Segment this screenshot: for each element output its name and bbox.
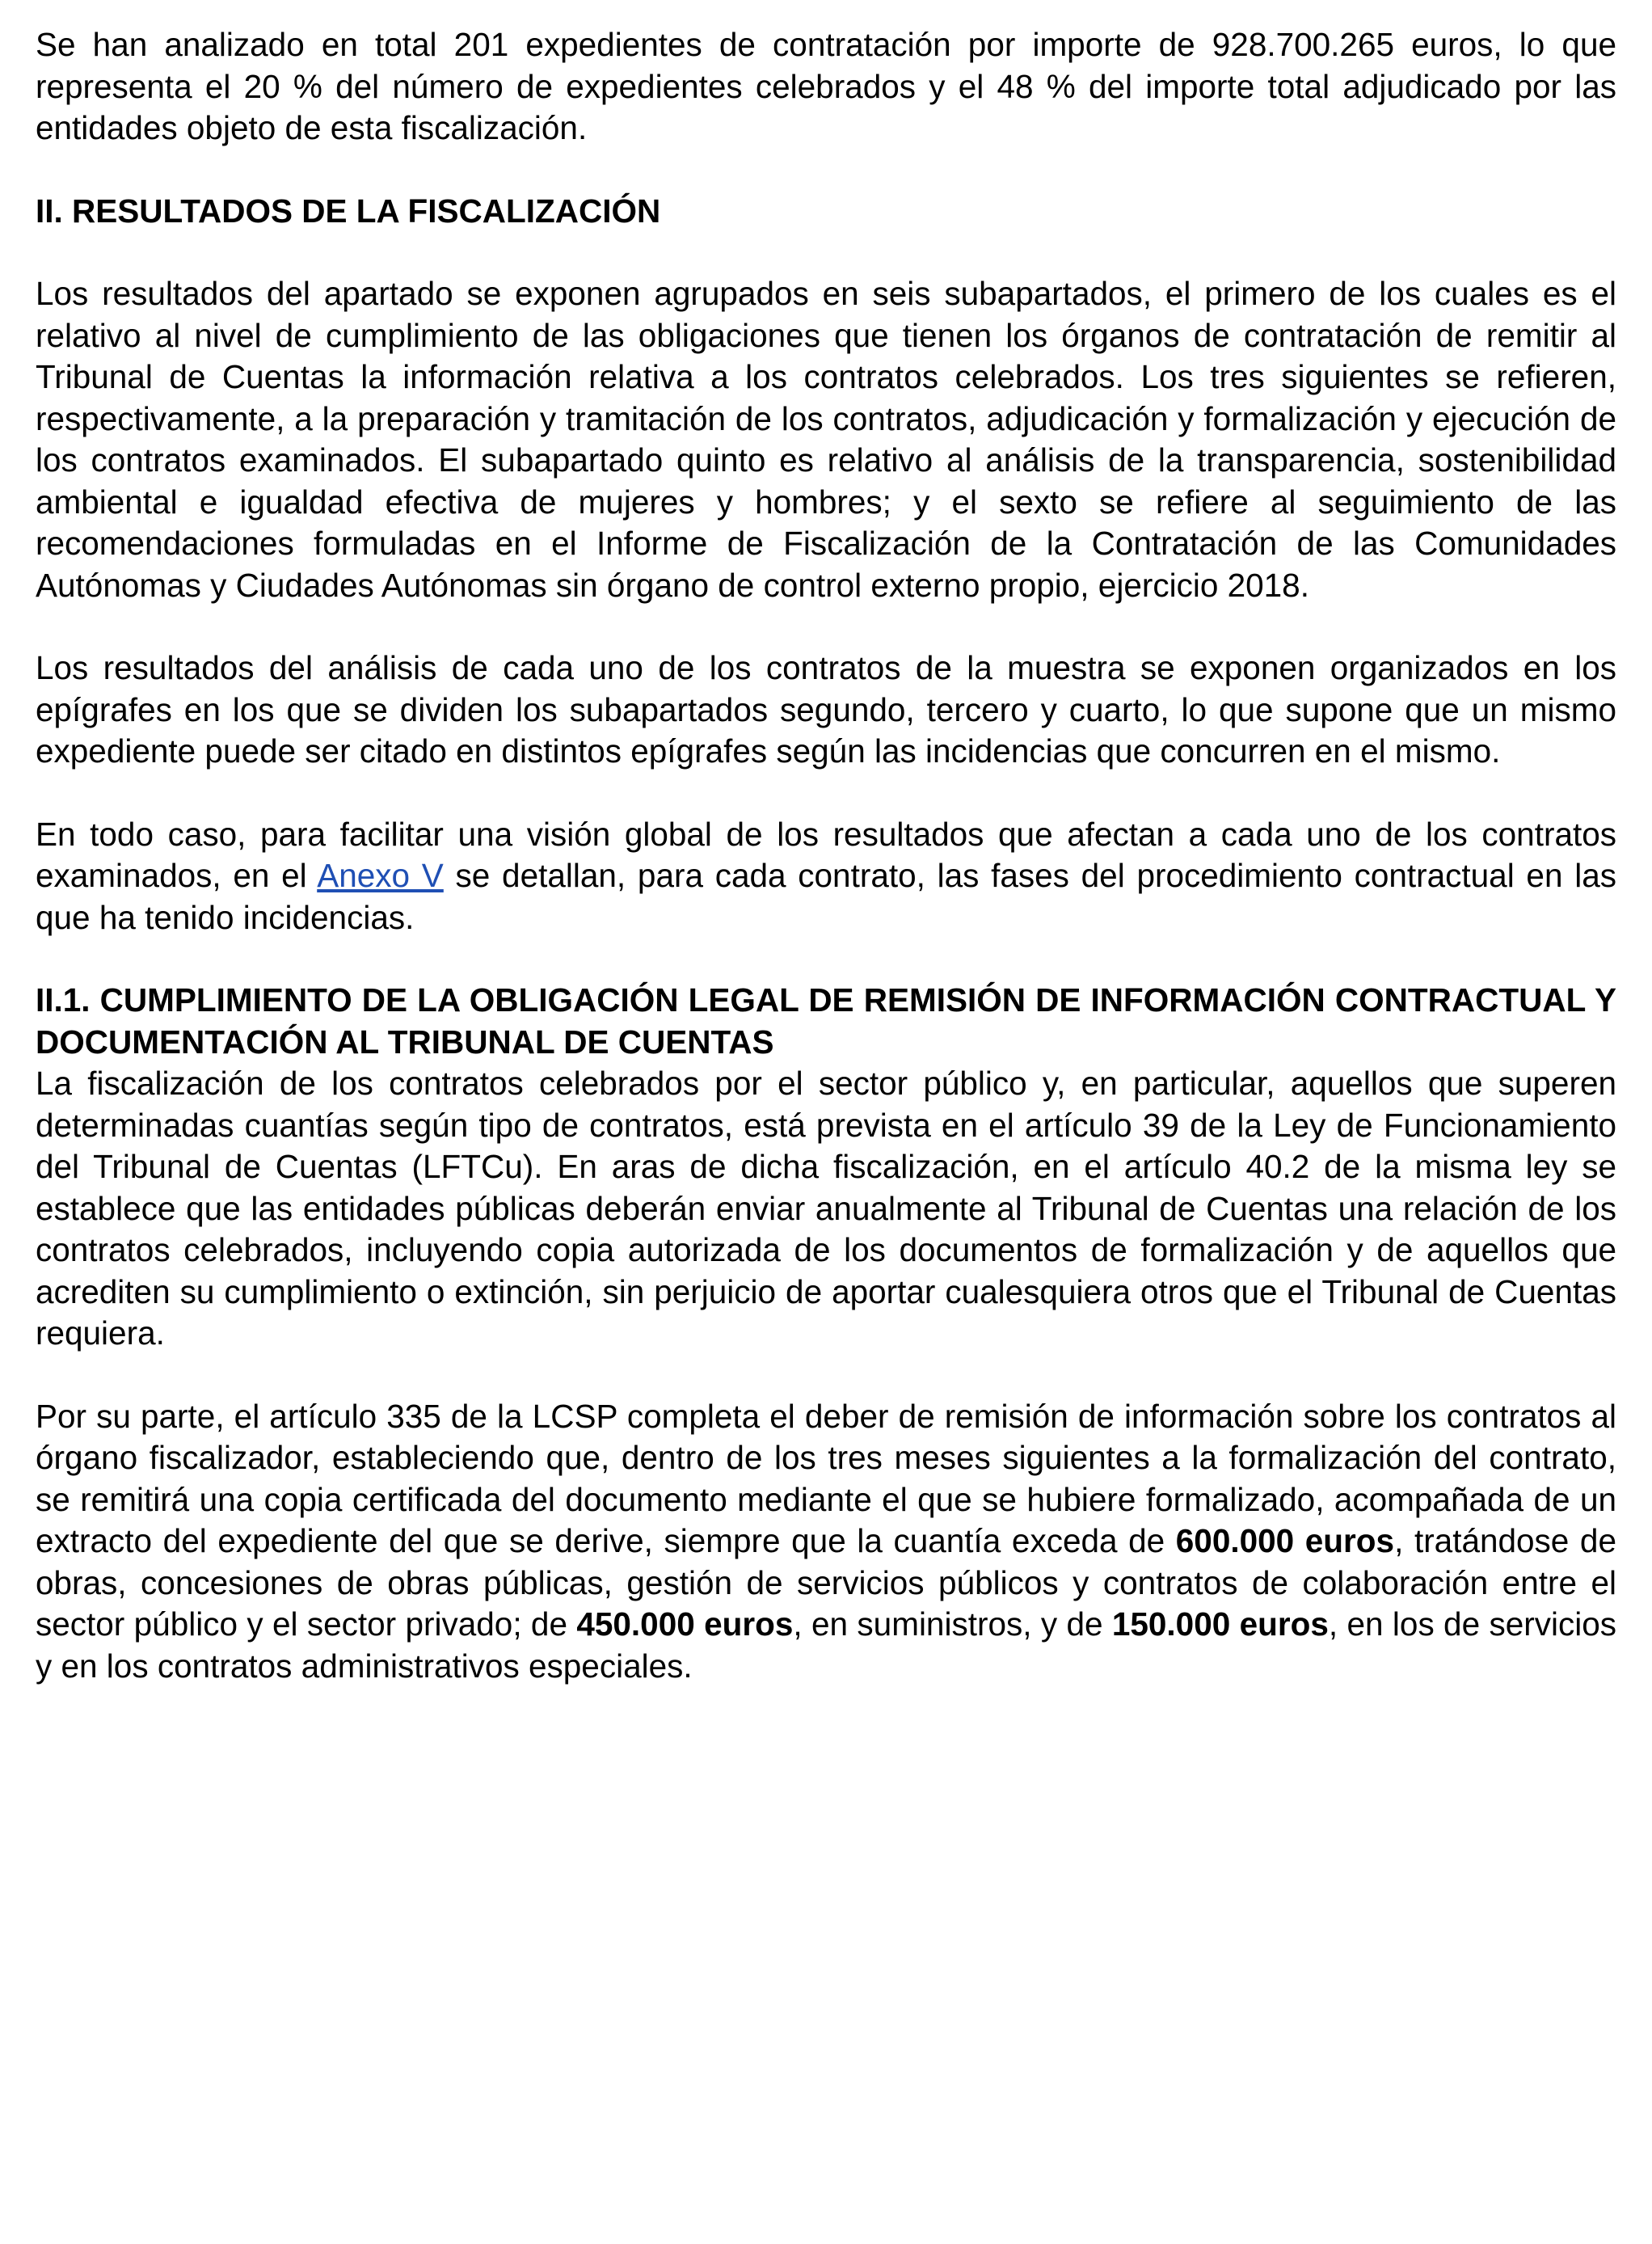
paragraph-anexo-text-2: se detallan, para cada contrato, las fases del procedimiento contractual en las que ha tenido incidencias.	[36, 857, 1616, 936]
paragraph-anexo	[36, 814, 1616, 939]
section-heading-cumplimiento: II.1. CUMPLIMIENTO DE LA OBLIGACIÓN LEGAL DE REMISIÓN DE INFORMACIÓN CONTRACTUAL Y DOCUMENTACIÓN AL TRIBUNAL DE CUENTAS	[36, 981, 1616, 1061]
lcsp-text-4: , en los de servicios y en los contratos administrativos especiales.	[36, 1605, 1617, 1685]
paragraph-anexo-text-1: En todo caso, para facilitar una visión global de los resultados que afectan a cada uno de los contratos examinados, en el	[36, 815, 1616, 894]
paragraph-lcsp	[36, 1396, 1616, 1688]
amount-obras: 600.000 euros	[1175, 1522, 1395, 1559]
lcsp-text-1: Por su parte, el artículo 335 de la LCSP completa el deber de remisión de información sobre los contratos al órgano fiscalizador, estableciendo que, dentro de los tres meses siguientes a la formalización del contrato, se remitirá una copia certificada del documento mediante el que se hubiere formalizado, acompañada de un extracto del expediente del que se derive, siempre que la cuantía exceda de	[36, 1397, 1616, 1559]
anexo-v-link[interactable]: Anexo V	[317, 857, 444, 894]
paragraph-epigrafes: Los resultados del análisis de cada uno de los contratos de la muestra se exponen organizados en los epígrafes en los que se dividen los subapartados segundo, tercero y cuarto, lo que supone que un mismo expediente puede ser citado en distintos epígrafes según las incidencias que concurren en el mismo.	[36, 649, 1616, 770]
lcsp-text-3: , en suministros, y de	[793, 1605, 1112, 1643]
section-heading-resultados: II. RESULTADOS DE LA FISCALIZACIÓN	[36, 192, 661, 230]
lcsp-text-2: , tratándose de obras, concesiones de obras públicas, gestión de servicios públicos y contratos de colaboración entre el sector público y el sector privado; de	[36, 1522, 1616, 1643]
amount-suministros: 450.000 euros	[576, 1605, 794, 1643]
amount-servicios: 150.000 euros	[1111, 1605, 1329, 1643]
document-page	[36, 24, 1616, 1687]
paragraph-subapartados: Los resultados del apartado se exponen agrupados en seis subapartados, el primero de los cuales es el relativo al nivel de cumplimiento de las obligaciones que tienen los órganos de contratación de remitir al Tribunal de Cuentas la información relativa a los contratos celebrados. Los tres siguientes se refieren, respectivamente, a la preparación y tramitación de los contratos, adjudicación y formalización y ejecución de los contratos examinados. El subapartado quinto es relativo al análisis de la transparencia, sostenibilidad ambiental e igualdad efectiva de mujeres y hombres; y el sexto se refiere al seguimiento de las recomendaciones formuladas en el Informe de Fiscalización de la Contratación de las Comunidades Autónomas y Ciudades Autónomas sin órgano de control externo propio, ejercicio 2018.	[36, 275, 1616, 604]
paragraph-lftcu: La fiscalización de los contratos celebrados por el sector público y, en particular, aquellos que superen determinadas cuantías según tipo de contratos, está prevista en el artículo 39 de la Ley de Funcionamiento del Tribunal de Cuentas (LFTCu). En aras de dicha fiscalización, en el artículo 40.2 de la misma ley se establece que las entidades públicas deberán enviar anualmente al Tribunal de Cuentas una relación de los contratos celebrados, incluyendo copia autorizada de los documentos de formalización y de aquellos que acrediten su cumplimiento o extinción, sin perjuicio de aportar cualesquiera otros que el Tribunal de Cuentas requiera.	[36, 1065, 1616, 1352]
intro-paragraph: Se han analizado en total 201 expedientes de contratación por importe de 928.700.265 euros, lo que representa el 20 % del número de expedientes celebrados y el 48 % del importe total adjudicado por las entidades objeto de esta fiscalización.	[36, 26, 1616, 146]
